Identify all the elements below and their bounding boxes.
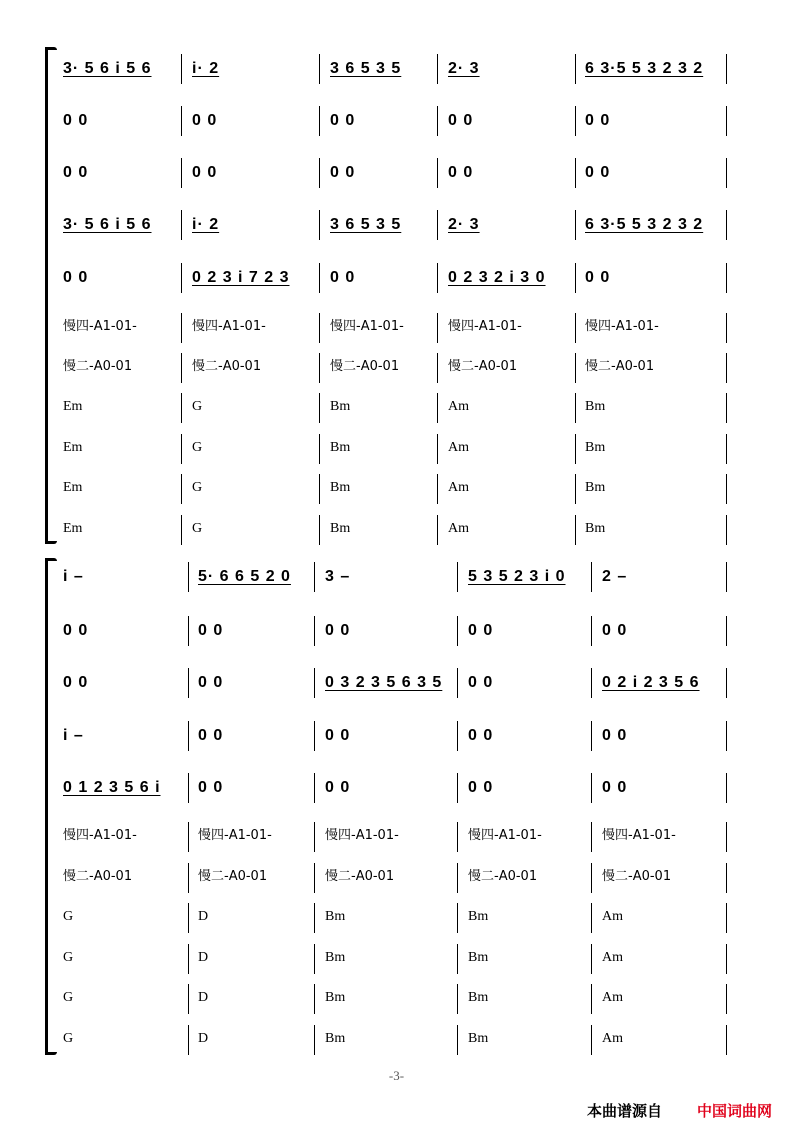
barline <box>181 393 182 423</box>
barline <box>181 210 182 240</box>
barline <box>726 54 727 84</box>
barline <box>437 158 438 188</box>
rhythm-label: 慢二-A0-01 <box>63 869 133 884</box>
rhythm-label: 慢四-A1-01- <box>192 319 266 334</box>
notation-cell: 0 0 <box>585 269 611 286</box>
notation-cell: i – <box>63 727 84 744</box>
notation-cell: 0 0 <box>198 622 224 639</box>
barline <box>726 515 727 545</box>
chord-label: Em <box>63 521 83 536</box>
barline <box>457 903 458 933</box>
barline <box>181 353 182 383</box>
barline <box>181 434 182 464</box>
notation-cell: i – <box>63 568 84 585</box>
source-label: 本曲谱源自 <box>587 1102 663 1120</box>
notation-cell: 0 0 <box>63 164 89 181</box>
barline <box>188 1025 189 1055</box>
chord-label: G <box>192 399 203 414</box>
chord-label: Bm <box>468 1031 489 1046</box>
barline <box>726 158 727 188</box>
barline <box>457 944 458 974</box>
barline <box>437 515 438 545</box>
notation-cell: 6 3·5 5 3 2 3 2 <box>585 216 704 233</box>
notation-cell: 0 0 <box>468 674 494 691</box>
barline <box>575 54 576 84</box>
chord-label: G <box>63 990 74 1005</box>
notation-cell: 0 0 <box>330 164 356 181</box>
chord-label: G <box>63 950 74 965</box>
barline <box>319 313 320 343</box>
barline <box>319 353 320 383</box>
barline <box>591 668 592 698</box>
notation-cell: 3· 5 6 i 5 6 <box>63 60 152 77</box>
notation-cell: 3 6 5 3 5 <box>330 216 402 233</box>
barline <box>181 313 182 343</box>
rhythm-label: 慢四-A1-01- <box>330 319 404 334</box>
barline <box>726 668 727 698</box>
barline <box>591 616 592 646</box>
barline <box>188 984 189 1014</box>
notation-cell: 3 6 5 3 5 <box>330 60 402 77</box>
barline <box>181 515 182 545</box>
notation-cell: 3· 5 6 i 5 6 <box>63 216 152 233</box>
barline <box>726 616 727 646</box>
barline <box>188 903 189 933</box>
notation-cell: 0 0 <box>448 164 474 181</box>
notation-cell: 0 0 <box>468 727 494 744</box>
rhythm-label: 慢二-A0-01 <box>63 359 133 374</box>
barline <box>181 158 182 188</box>
notation-cell: 0 0 <box>192 164 218 181</box>
notation-cell: 0 0 <box>585 164 611 181</box>
rhythm-label: 慢四-A1-01- <box>602 828 676 843</box>
barline <box>319 434 320 464</box>
barline <box>188 822 189 852</box>
chord-label: D <box>198 909 209 924</box>
barline <box>591 984 592 1014</box>
barline <box>591 562 592 592</box>
chord-label: Em <box>63 440 83 455</box>
barline <box>575 434 576 464</box>
rhythm-label: 慢二-A0-01 <box>602 869 672 884</box>
chord-label: G <box>63 1031 74 1046</box>
barline <box>314 616 315 646</box>
barline <box>457 984 458 1014</box>
rhythm-label: 慢四-A1-01- <box>585 319 659 334</box>
barline <box>726 562 727 592</box>
chord-label: Am <box>448 521 469 536</box>
barline <box>726 474 727 504</box>
barline <box>437 313 438 343</box>
barline <box>575 106 576 136</box>
barline <box>575 158 576 188</box>
rhythm-label: 慢四-A1-01- <box>198 828 272 843</box>
chord-label: Bm <box>325 990 346 1005</box>
barline <box>591 903 592 933</box>
notation-cell: 5· 6 6 5 2 0 <box>198 568 291 585</box>
chord-label: G <box>192 480 203 495</box>
notation-cell: 0 0 <box>63 112 89 129</box>
barline <box>591 721 592 751</box>
barline <box>726 721 727 751</box>
barline <box>314 562 315 592</box>
barline <box>314 863 315 893</box>
barline <box>188 944 189 974</box>
notation-cell: 0 0 <box>198 674 224 691</box>
barline <box>181 106 182 136</box>
rhythm-label: 慢二-A0-01 <box>468 869 538 884</box>
barline <box>726 984 727 1014</box>
chord-label: Am <box>448 440 469 455</box>
barline <box>591 1025 592 1055</box>
notation-cell: 0 2 3 2 i 3 0 <box>448 269 546 286</box>
barline <box>181 474 182 504</box>
barline <box>314 822 315 852</box>
notation-cell: 0 0 <box>63 269 89 286</box>
chord-label: G <box>192 521 203 536</box>
rhythm-label: 慢四-A1-01- <box>468 828 542 843</box>
barline <box>726 106 727 136</box>
rhythm-label: 慢二-A0-01 <box>192 359 262 374</box>
chord-label: Bm <box>468 950 489 965</box>
notation-cell: i· 2 <box>192 216 220 233</box>
barline <box>437 353 438 383</box>
chord-label: Bm <box>585 521 606 536</box>
notation-cell: 0 0 <box>468 779 494 796</box>
source-site-link[interactable]: 中国词曲网 <box>697 1102 773 1120</box>
rhythm-label: 慢四-A1-01- <box>448 319 522 334</box>
rhythm-label: 慢二-A0-01 <box>585 359 655 374</box>
barline <box>726 903 727 933</box>
barline <box>181 54 182 84</box>
system-bracket <box>45 47 51 544</box>
barline <box>575 393 576 423</box>
notation-cell: 0 0 <box>330 269 356 286</box>
notation-cell: 0 2 3 i 7 2 3 <box>192 269 290 286</box>
barline <box>591 863 592 893</box>
barline <box>726 434 727 464</box>
barline <box>457 863 458 893</box>
rhythm-label: 慢二-A0-01 <box>325 869 395 884</box>
chord-label: Bm <box>585 440 606 455</box>
notation-cell: 0 3 2 3 5 6 3 5 <box>325 674 443 691</box>
system-bracket <box>45 558 51 1055</box>
barline <box>575 263 576 293</box>
barline <box>319 54 320 84</box>
barline <box>188 562 189 592</box>
notation-cell: 5 3 5 2 3 i 0 <box>468 568 566 585</box>
barline <box>319 474 320 504</box>
barline <box>437 263 438 293</box>
barline <box>314 903 315 933</box>
barline <box>591 944 592 974</box>
barline <box>726 210 727 240</box>
barline <box>457 616 458 646</box>
barline <box>319 106 320 136</box>
chord-label: Bm <box>330 521 351 536</box>
barline <box>726 313 727 343</box>
barline <box>575 353 576 383</box>
chord-label: Bm <box>330 399 351 414</box>
chord-label: Am <box>602 1031 623 1046</box>
barline <box>437 474 438 504</box>
chord-label: Bm <box>330 480 351 495</box>
barline <box>319 210 320 240</box>
rhythm-label: 慢四-A1-01- <box>63 828 137 843</box>
barline <box>726 393 727 423</box>
chord-label: Am <box>602 990 623 1005</box>
barline <box>319 515 320 545</box>
barline <box>437 106 438 136</box>
chord-label: Bm <box>325 1031 346 1046</box>
barline <box>437 210 438 240</box>
chord-label: Am <box>448 399 469 414</box>
notation-cell: 0 2 i 2 3 5 6 <box>602 674 700 691</box>
notation-cell: 0 0 <box>330 112 356 129</box>
barline <box>437 393 438 423</box>
notation-cell: 0 0 <box>602 622 628 639</box>
chord-label: Am <box>602 909 623 924</box>
barline <box>457 1025 458 1055</box>
barline <box>314 773 315 803</box>
notation-cell: 0 0 <box>198 727 224 744</box>
barline <box>437 54 438 84</box>
barline <box>591 822 592 852</box>
notation-cell: 0 0 <box>448 112 474 129</box>
barline <box>181 263 182 293</box>
chord-label: G <box>192 440 203 455</box>
notation-cell: 2 – <box>602 568 628 585</box>
barline <box>726 863 727 893</box>
notation-cell: 0 0 <box>63 622 89 639</box>
chord-label: Bm <box>325 950 346 965</box>
notation-cell: 2· 3 <box>448 60 480 77</box>
notation-cell: 0 0 <box>63 674 89 691</box>
chord-label: Bm <box>330 440 351 455</box>
notation-cell: 2· 3 <box>448 216 480 233</box>
chord-label: Em <box>63 480 83 495</box>
barline <box>314 944 315 974</box>
rhythm-label: 慢四-A1-01- <box>325 828 399 843</box>
chord-label: Bm <box>468 909 489 924</box>
barline <box>726 944 727 974</box>
barline <box>314 668 315 698</box>
notation-cell: 0 0 <box>325 779 351 796</box>
notation-cell: 0 0 <box>602 727 628 744</box>
barline <box>726 353 727 383</box>
barline <box>575 515 576 545</box>
barline <box>575 313 576 343</box>
notation-cell: 0 0 <box>325 622 351 639</box>
chord-label: G <box>63 909 74 924</box>
barline <box>457 562 458 592</box>
chord-label: D <box>198 1031 209 1046</box>
chord-label: Em <box>63 399 83 414</box>
rhythm-label: 慢四-A1-01- <box>63 319 137 334</box>
barline <box>188 616 189 646</box>
notation-cell: 0 1 2 3 5 6 i <box>63 779 161 796</box>
chord-label: Bm <box>325 909 346 924</box>
barline <box>726 822 727 852</box>
barline <box>726 263 727 293</box>
barline <box>437 434 438 464</box>
rhythm-label: 慢二-A0-01 <box>330 359 400 374</box>
chord-label: D <box>198 990 209 1005</box>
notation-cell: 0 0 <box>468 622 494 639</box>
page-number: -3- <box>388 1068 405 1083</box>
barline <box>457 668 458 698</box>
rhythm-label: 慢二-A0-01 <box>198 869 268 884</box>
barline <box>314 984 315 1014</box>
notation-cell: i· 2 <box>192 60 220 77</box>
barline <box>319 393 320 423</box>
rhythm-label: 慢二-A0-01 <box>448 359 518 374</box>
barline <box>188 721 189 751</box>
barline <box>319 263 320 293</box>
chord-label: Bm <box>468 990 489 1005</box>
notation-cell: 3 – <box>325 568 351 585</box>
chord-label: Bm <box>585 399 606 414</box>
barline <box>314 1025 315 1055</box>
barline <box>188 668 189 698</box>
barline <box>188 773 189 803</box>
barline <box>319 158 320 188</box>
barline <box>457 773 458 803</box>
notation-cell: 0 0 <box>585 112 611 129</box>
notation-cell: 0 0 <box>602 779 628 796</box>
barline <box>457 721 458 751</box>
chord-label: Am <box>448 480 469 495</box>
chord-label: Am <box>602 950 623 965</box>
chord-label: Bm <box>585 480 606 495</box>
barline <box>726 773 727 803</box>
notation-cell: 0 0 <box>325 727 351 744</box>
barline <box>188 863 189 893</box>
chord-label: D <box>198 950 209 965</box>
notation-cell: 0 0 <box>198 779 224 796</box>
barline <box>575 210 576 240</box>
barline <box>314 721 315 751</box>
barline <box>575 474 576 504</box>
barline <box>457 822 458 852</box>
notation-cell: 6 3·5 5 3 2 3 2 <box>585 60 704 77</box>
barline <box>726 1025 727 1055</box>
notation-cell: 0 0 <box>192 112 218 129</box>
barline <box>591 773 592 803</box>
